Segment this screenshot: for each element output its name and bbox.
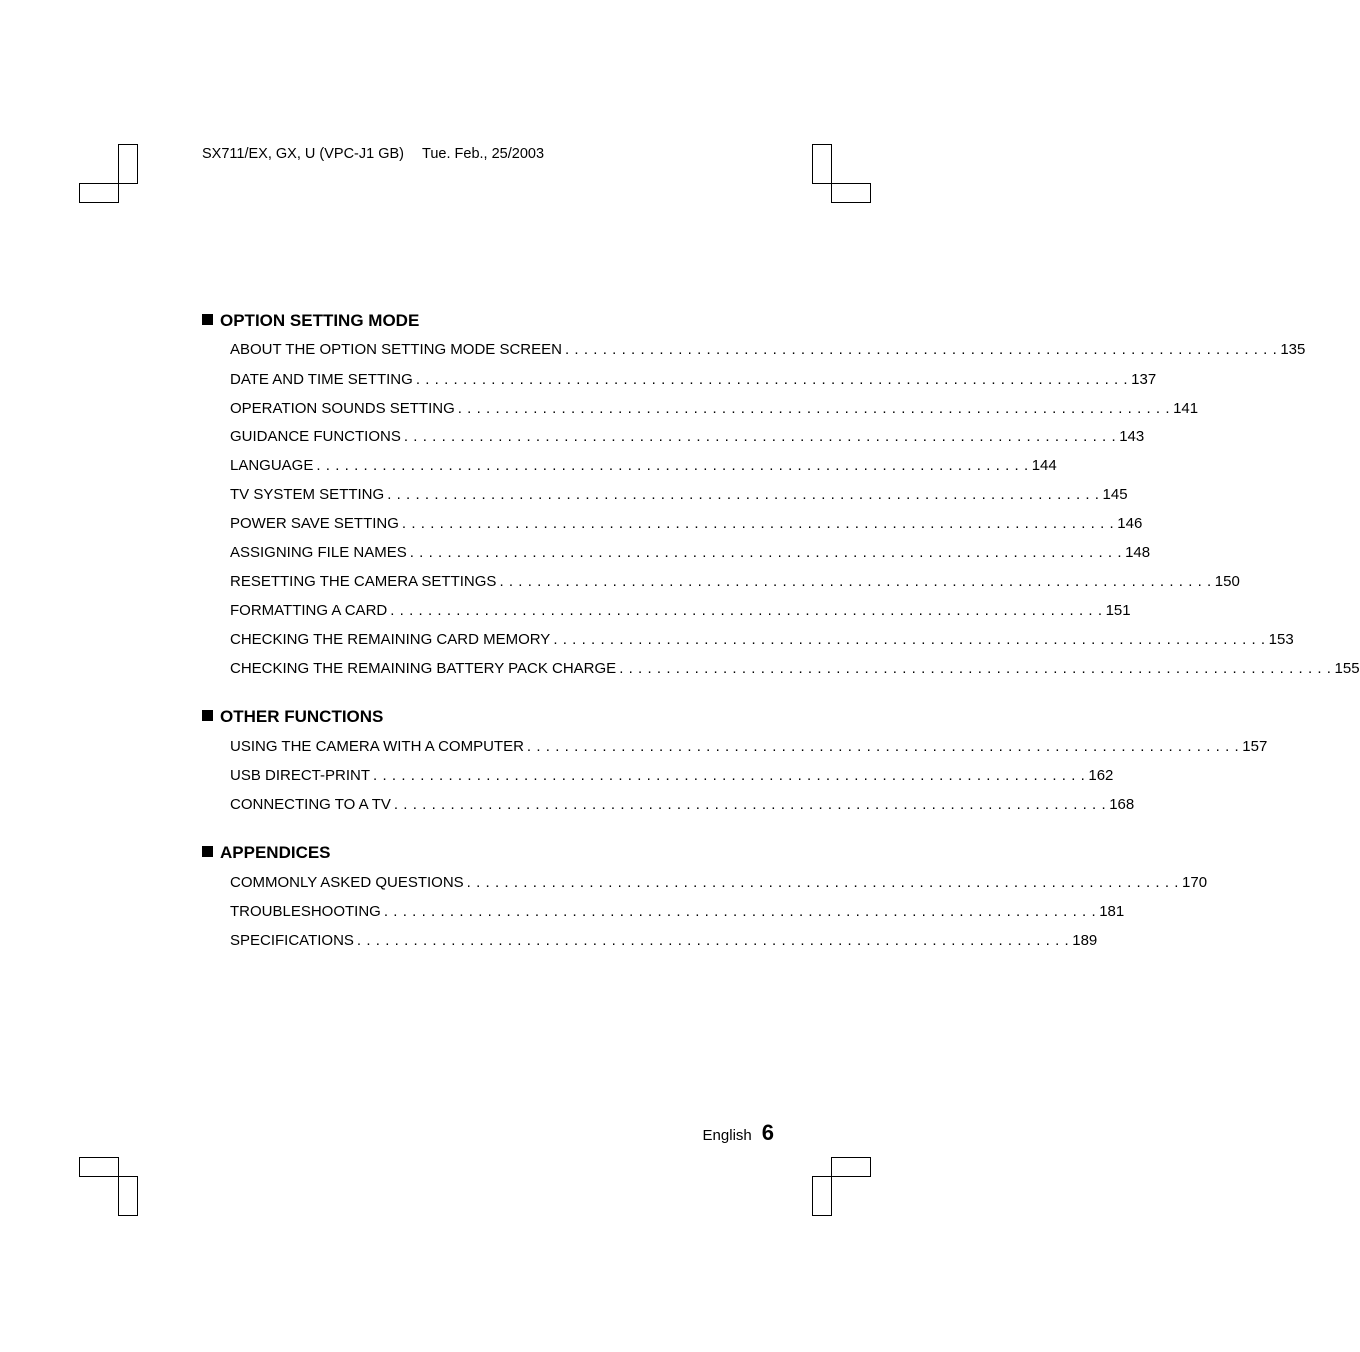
- toc-entry[interactable]: CHECKING THE REMAINING CARD MEMORY . . . . . . . . . . . . . . . . . . . . . . . . . . . . . . . . . . . . . . . . . . . . . . . . . . . . . . . . . . . . . . . . . . . . . . . . . . . . 153: [230, 631, 1294, 648]
- square-bullet-icon: [202, 710, 213, 721]
- toc-entry[interactable]: LANGUAGE . . . . . . . . . . . . . . . . . . . . . . . . . . . . . . . . . . . . . . . . . . . . . . . . . . . . . . . . . . . . . . . . . . . . . . . . . . . . 144: [230, 457, 1057, 474]
- crop-mark-tr-vertical: [812, 144, 832, 184]
- crop-mark-bl-vertical: [118, 1176, 138, 1216]
- toc-entry[interactable]: COMMONLY ASKED QUESTIONS . . . . . . . . . . . . . . . . . . . . . . . . . . . . . . . . . . . . . . . . . . . . . . . . . . . . . . . . . . . . . . . . . . . . . . . . . . . . 170: [230, 874, 1208, 891]
- toc-entry[interactable]: SPECIFICATIONS . . . . . . . . . . . . . . . . . . . . . . . . . . . . . . . . . . . . . . . . . . . . . . . . . . . . . . . . . . . . . . . . . . . . . . . . . . . . 189: [230, 932, 1098, 949]
- square-bullet-icon: [202, 314, 213, 325]
- toc-entry[interactable]: CONNECTING TO A TV . . . . . . . . . . . . . . . . . . . . . . . . . . . . . . . . . . . . . . . . . . . . . . . . . . . . . . . . . . . . . . . . . . . . . . . . . . . . 168: [230, 796, 1135, 813]
- toc-entry[interactable]: USING THE CAMERA WITH A COMPUTER . . . . . . . . . . . . . . . . . . . . . . . . . . . . . . . . . . . . . . . . . . . . . . . . . . . . . . . . . . . . . . . . . . . . . . . . . . . . 157: [230, 738, 1268, 755]
- toc-entry[interactable]: DATE AND TIME SETTING . . . . . . . . . . . . . . . . . . . . . . . . . . . . . . . . . . . . . . . . . . . . . . . . . . . . . . . . . . . . . . . . . . . . . . . . . . . . 137: [230, 371, 1157, 388]
- toc-entry[interactable]: ASSIGNING FILE NAMES . . . . . . . . . . . . . . . . . . . . . . . . . . . . . . . . . . . . . . . . . . . . . . . . . . . . . . . . . . . . . . . . . . . . . . . . . . . . 148: [230, 544, 1151, 561]
- section-title-other-functions: OTHER FUNCTIONS: [202, 707, 383, 727]
- header-model: SX711/EX, GX, U (VPC-J1 GB): [202, 146, 404, 162]
- toc-entry[interactable]: FORMATTING A CARD . . . . . . . . . . . . . . . . . . . . . . . . . . . . . . . . . . . . . . . . . . . . . . . . . . . . . . . . . . . . . . . . . . . . . . . . . . . . 151: [230, 602, 1131, 619]
- crop-mark-tl-horizontal: [79, 183, 119, 203]
- toc-entry[interactable]: CHECKING THE REMAINING BATTERY PACK CHARGE . . . . . . . . . . . . . . . . . . . . . . . . . . . . . . . . . . . . . . . . . . . . . . . . . . . . . . . . . . . . . . . . . . . . . . . . . . . . 155: [230, 660, 1360, 677]
- crop-mark-br-horizontal: [831, 1157, 871, 1177]
- crop-mark-tr-horizontal: [831, 183, 871, 203]
- toc-entry[interactable]: OPERATION SOUNDS SETTING . . . . . . . . . . . . . . . . . . . . . . . . . . . . . . . . . . . . . . . . . . . . . . . . . . . . . . . . . . . . . . . . . . . . . . . . . . . . 141: [230, 400, 1199, 417]
- toc-entry[interactable]: RESETTING THE CAMERA SETTINGS . . . . . . . . . . . . . . . . . . . . . . . . . . . . . . . . . . . . . . . . . . . . . . . . . . . . . . . . . . . . . . . . . . . . . . . . . . . . 150: [230, 573, 1240, 590]
- crop-mark-br-vertical: [812, 1176, 832, 1216]
- crop-mark-tl-vertical: [118, 144, 138, 184]
- toc-entry[interactable]: POWER SAVE SETTING . . . . . . . . . . . . . . . . . . . . . . . . . . . . . . . . . . . . . . . . . . . . . . . . . . . . . . . . . . . . . . . . . . . . . . . . . . . . 146: [230, 515, 1143, 532]
- page-number: 6: [761, 1120, 774, 1145]
- page-header: [202, 146, 544, 162]
- toc-entry[interactable]: USB DIRECT-PRINT . . . . . . . . . . . . . . . . . . . . . . . . . . . . . . . . . . . . . . . . . . . . . . . . . . . . . . . . . . . . . . . . . . . . . . . . . . . . 162: [230, 767, 1114, 784]
- crop-mark-bl-horizontal: [79, 1157, 119, 1177]
- section-title-appendices: APPENDICES: [202, 843, 331, 863]
- page-footer: [703, 1120, 774, 1146]
- footer-language: English: [702, 1127, 752, 1144]
- toc-entry[interactable]: GUIDANCE FUNCTIONS . . . . . . . . . . . . . . . . . . . . . . . . . . . . . . . . . . . . . . . . . . . . . . . . . . . . . . . . . . . . . . . . . . . . . . . . . . . . 143: [230, 428, 1145, 445]
- header-date: Tue. Feb., 25/2003: [422, 146, 545, 162]
- toc-entry[interactable]: ABOUT THE OPTION SETTING MODE SCREEN . . . . . . . . . . . . . . . . . . . . . . . . . . . . . . . . . . . . . . . . . . . . . . . . . . . . . . . . . . . . . . . . . . . . . . . . . . . . 135: [230, 341, 1306, 358]
- toc-entry[interactable]: TV SYSTEM SETTING . . . . . . . . . . . . . . . . . . . . . . . . . . . . . . . . . . . . . . . . . . . . . . . . . . . . . . . . . . . . . . . . . . . . . . . . . . . . 145: [230, 486, 1128, 503]
- square-bullet-icon: [202, 846, 213, 857]
- section-title-option-setting-mode: OPTION SETTING MODE: [202, 311, 419, 331]
- toc-entry[interactable]: TROUBLESHOOTING . . . . . . . . . . . . . . . . . . . . . . . . . . . . . . . . . . . . . . . . . . . . . . . . . . . . . . . . . . . . . . . . . . . . . . . . . . . . 181: [230, 903, 1125, 920]
